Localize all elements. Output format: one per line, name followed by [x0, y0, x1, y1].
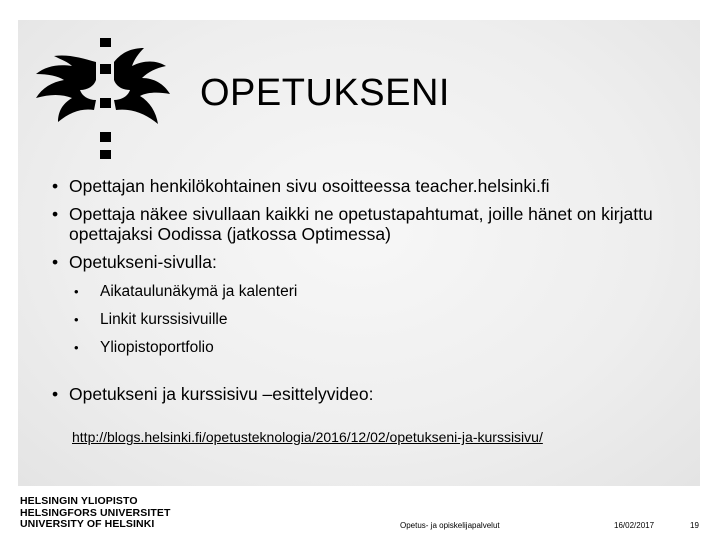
bullet-text: Opettaja näkee sivullaan kaikki ne opetustapahtumat, joille hänet on kirjattu opettajaksi Oodissa (jatkossa Optimessa) — [69, 204, 653, 244]
footer-department: Opetus- ja opiskelijapalvelut — [400, 521, 500, 530]
bullet-item — [52, 204, 692, 244]
bullet-item — [52, 252, 692, 272]
university-name-fi: HELSINGIN YLIOPISTO — [20, 495, 138, 507]
bullet-dot: • — [52, 384, 59, 404]
sub-bullet-dot: • — [74, 284, 79, 299]
sub-bullet-dot: • — [74, 340, 79, 355]
bullet-list — [52, 176, 692, 412]
sub-bullet-item — [52, 334, 692, 362]
bullet-text: Opettajan henkilökohtainen sivu osoitteessa teacher.helsinki.fi — [69, 176, 550, 196]
page-number: 19 — [690, 521, 699, 530]
slide-title: OPETUKSENI — [200, 72, 450, 114]
sub-bullet-item — [52, 278, 692, 306]
university-flame-logo-icon — [32, 38, 176, 166]
video-link[interactable]: http://blogs.helsinki.fi/opetusteknologia/2016/12/02/opetukseni-ja-kurssisivu/ — [72, 429, 543, 445]
university-name-sv: HELSINGFORS UNIVERSITET — [20, 506, 171, 519]
bullet-dot: • — [52, 204, 59, 224]
bullet-dot: • — [52, 176, 59, 196]
sub-bullet-text: Aikataulunäkymä ja kalenteri — [100, 283, 298, 300]
sub-bullet-text: Linkit kurssisivuille — [100, 311, 228, 328]
footer-date: 16/02/2017 — [614, 521, 655, 530]
university-name-en: UNIVERSITY OF HELSINKI — [20, 518, 155, 530]
university-name — [20, 496, 170, 531]
bullet-text: Opetukseni ja kurssisivu –esittelyvideo: — [69, 384, 374, 404]
bullet-text: Opetukseni-sivulla: — [69, 252, 217, 272]
sub-bullet-text: Yliopistoportfolio — [100, 339, 214, 356]
bullet-item — [52, 176, 692, 196]
sub-bullet-dot: • — [74, 312, 79, 327]
sub-bullet-item — [52, 306, 692, 334]
bullet-dot: • — [52, 252, 59, 272]
bullet-item — [52, 384, 692, 404]
sub-bullet-list — [52, 278, 692, 362]
